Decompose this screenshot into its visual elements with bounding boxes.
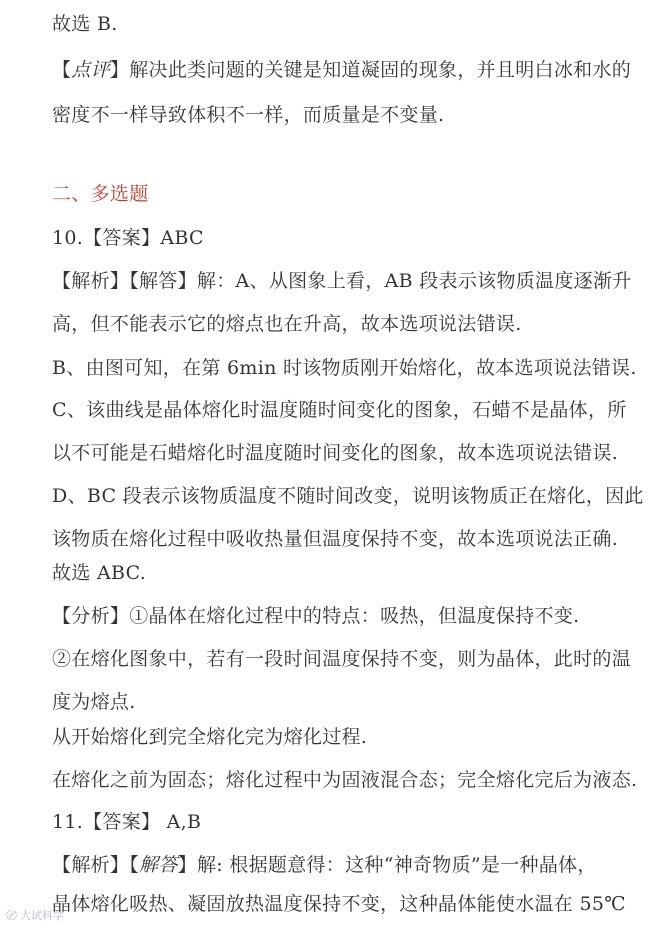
solution-label: 解答 bbox=[139, 854, 178, 876]
text-line: 【分析】①晶体在熔化过程中的特点：吸热，但温度保持不变. bbox=[52, 605, 580, 627]
watermark bbox=[6, 907, 64, 923]
text-line: 度为熔点. bbox=[52, 691, 136, 713]
comment-label: 点评 bbox=[71, 59, 110, 81]
text-line: 高，但不能表示它的熔点也在升高，故本选项说法错误. bbox=[52, 313, 522, 335]
text-line-comment bbox=[52, 58, 632, 82]
analysis-text: 解: 根据题意得：这种“神奇物质”是一种晶体， bbox=[196, 854, 597, 876]
text-line: 从开始熔化到完全熔化完为熔化过程. bbox=[52, 726, 368, 748]
bracket-close: 】 bbox=[177, 854, 197, 876]
bracket-open: 【 bbox=[52, 854, 72, 876]
text-line: 在熔化之前为固态；熔化过程中为固液混合态；完全熔化完后为液态. bbox=[52, 769, 638, 791]
text-line: 以不可能是石蜡熔化时温度随时间变化的图象，故本选项说法错误. bbox=[52, 442, 619, 464]
text-line: C、该曲线是晶体熔化时温度随时间变化的图象，石蜡不是晶体，所 bbox=[52, 399, 627, 421]
analysis-label: 解析 bbox=[71, 854, 110, 876]
comment-text: 解决此类问题的关键是知道凝固的现象，并且明白冰和水的 bbox=[129, 59, 632, 81]
text-line: 该物质在熔化过程中吸收热量但温度保持不变，故本选项说法正确. bbox=[52, 528, 619, 550]
bracket-mid: 】【 bbox=[109, 854, 140, 876]
watermark-text: 大试科学 bbox=[20, 909, 64, 922]
text-line: ②在熔化图象中，若有一段时间温度保持不变，则为晶体，此时的温 bbox=[52, 648, 632, 670]
bracket-open: 【 bbox=[52, 59, 72, 81]
watermark-logo-icon: 〄 bbox=[6, 909, 17, 922]
text-line: D、BC 段表示该物质温度不随时间改变，说明该物质正在熔化，因此 bbox=[52, 485, 644, 507]
text-line-analysis bbox=[52, 853, 624, 877]
answer-line: 10.【答案】ABC bbox=[52, 227, 204, 249]
text-line: 密度不一样导致体积不一样，而质量是不变量. bbox=[52, 104, 445, 126]
bracket-close: 】 bbox=[109, 59, 130, 81]
text-line: 【解析】【解答】解：A、从图象上看，AB 段表示该物质温度逐渐升 bbox=[52, 270, 632, 292]
text-line: 故选 B. bbox=[52, 13, 118, 35]
section-heading: 二、多选题 bbox=[52, 183, 149, 205]
text-line: 故选 ABC. bbox=[52, 562, 147, 584]
text-line: 晶体熔化吸热、凝固放热温度保持不变，这种晶体能使水温在 55℃ bbox=[52, 893, 626, 915]
text-line: B、由图可知，在第 6min 时该物质刚开始熔化，故本选项说法错误. bbox=[52, 357, 637, 379]
answer-line: 11.【答案】 A,B bbox=[52, 811, 202, 833]
